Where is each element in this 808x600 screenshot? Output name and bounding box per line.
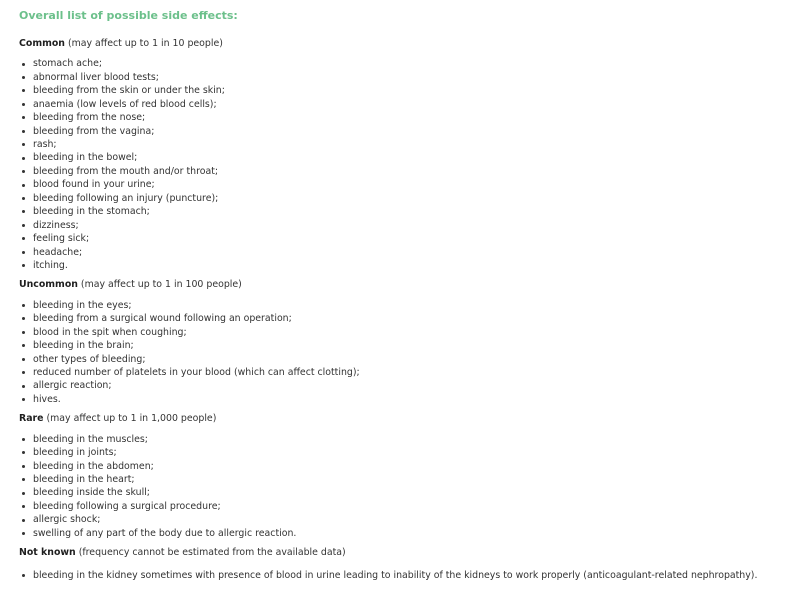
frequency-note: (may affect up to 1 in 10 people)	[64, 38, 223, 49]
list-item: bleeding from a surgical wound following an operation;	[19, 312, 808, 325]
list-item: bleeding in the bowel;	[19, 151, 808, 164]
side-effect-list-not-known	[19, 569, 808, 582]
list-item: reduced number of platelets in your blood (which can affect clotting);	[19, 366, 808, 379]
page-heading: Overall list of possible side effects:	[19, 9, 238, 22]
list-item: anaemia (low levels of red blood cells);	[19, 98, 808, 111]
section-title-not-known	[19, 546, 808, 559]
list-item: swelling of any part of the body due to allergic reaction.	[19, 527, 808, 540]
list-item: bleeding in the stomach;	[19, 205, 808, 218]
list-item: bleeding in the brain;	[19, 339, 808, 352]
section-title-uncommon	[19, 278, 808, 291]
list-item: hives.	[19, 393, 808, 406]
section-not-known	[19, 546, 808, 582]
list-item: headache;	[19, 246, 808, 259]
list-item: bleeding from the skin or under the skin;	[19, 84, 808, 97]
side-effect-list-rare	[19, 433, 808, 541]
side-effect-list-common	[19, 57, 808, 272]
list-item: bleeding in the kidney sometimes with presence of blood in urine leading to inability of the kidneys to work properly (anticoagulant-related nephropathy).	[19, 569, 808, 582]
list-item: bleeding in joints;	[19, 446, 808, 459]
section-common	[19, 37, 808, 272]
list-item: bleeding in the abdomen;	[19, 460, 808, 473]
frequency-label: Rare	[19, 413, 44, 425]
side-effect-list-uncommon	[19, 299, 808, 407]
frequency-note: (may affect up to 1 in 1,000 people)	[43, 413, 217, 425]
list-item: bleeding in the heart;	[19, 473, 808, 486]
frequency-label: Common	[19, 38, 65, 49]
list-item: bleeding from the vagina;	[19, 125, 808, 138]
list-item: dizziness;	[19, 219, 808, 232]
section-rare	[19, 412, 808, 540]
list-item: rash;	[19, 138, 808, 151]
frequency-note: (may affect up to 1 in 100 people)	[77, 279, 242, 291]
list-item: bleeding in the muscles;	[19, 433, 808, 446]
frequency-label: Not known	[19, 547, 76, 559]
frequency-note: (frequency cannot be estimated from the available data)	[75, 547, 346, 559]
list-item: abnormal liver blood tests;	[19, 71, 808, 84]
list-item: blood found in your urine;	[19, 178, 808, 191]
list-item: other types of bleeding;	[19, 353, 808, 366]
list-item: feeling sick;	[19, 232, 808, 245]
list-item: stomach ache;	[19, 57, 808, 70]
list-item: bleeding from the mouth and/or throat;	[19, 165, 808, 178]
section-uncommon	[19, 278, 808, 406]
list-item: blood in the spit when coughing;	[19, 326, 808, 339]
list-item: bleeding in the eyes;	[19, 299, 808, 312]
section-title-common	[19, 37, 808, 50]
list-item: allergic shock;	[19, 513, 808, 526]
list-item: bleeding from the nose;	[19, 111, 808, 124]
frequency-label: Uncommon	[19, 279, 78, 291]
list-item: bleeding following a surgical procedure;	[19, 500, 808, 513]
list-item: bleeding inside the skull;	[19, 486, 808, 499]
list-item: bleeding following an injury (puncture);	[19, 192, 808, 205]
list-item: allergic reaction;	[19, 379, 808, 392]
list-item: itching.	[19, 259, 808, 272]
section-title-rare	[19, 412, 808, 425]
